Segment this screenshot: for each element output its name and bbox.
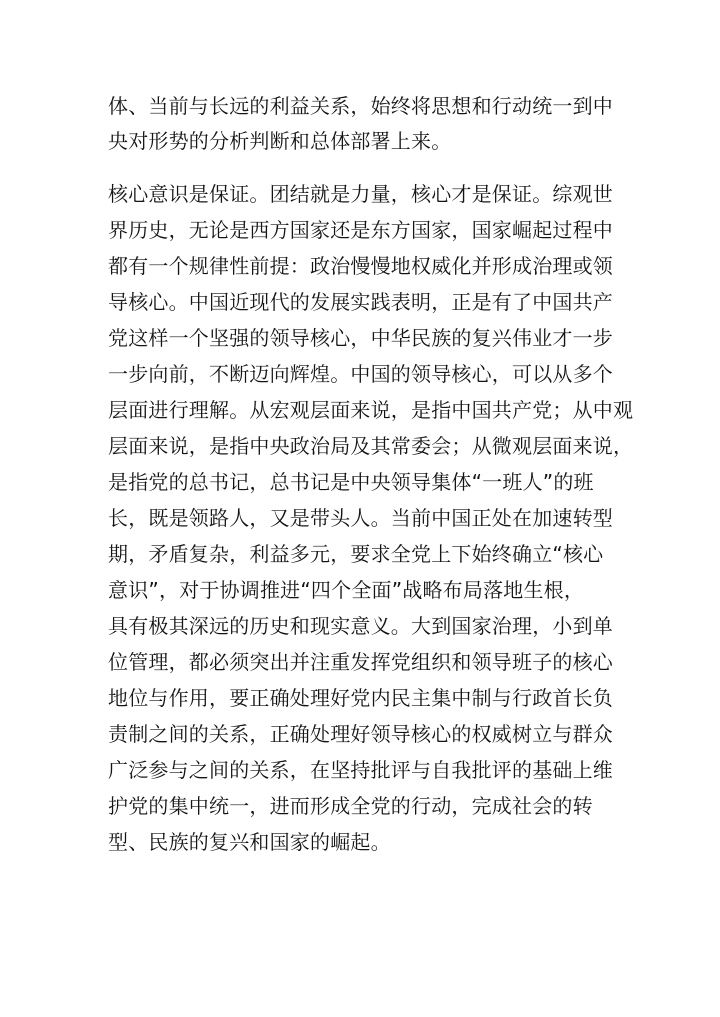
- paragraph-2-line-10: 长，既是领路人，又是带头人。当前中国正处在加速转型: [108, 506, 613, 530]
- paragraph-2-line-19: 型、民族的复兴和国家的崛起。: [108, 830, 391, 854]
- paragraph-1-line-2: 央对形势的分析判断和总体部署上来。: [108, 129, 452, 153]
- paragraph-2-line-9: 是指党的总书记，总书记是中央领导集体“一班人”的班: [108, 470, 594, 494]
- paragraph-2-line-7: 层面进行理解。从宏观层面来说，是指中国共产党；从中观: [108, 398, 634, 422]
- paragraph-2-line-3: 都有一个规律性前提：政治慢慢地权威化并形成治理或领: [108, 254, 613, 278]
- paragraph-2-line-17: 广泛参与之间的关系，在坚持批评与自我批评的基础上维: [108, 758, 613, 782]
- paragraph-2-line-11: 期，矛盾复杂，利益多元，要求全党上下始终确立“核心: [108, 542, 604, 566]
- paragraph-1-line-1: 体、当前与长远的利益关系，始终将思想和行动统一到中: [108, 94, 613, 118]
- paragraph-2-line-1: 核心意识是保证。团结就是力量，核心才是保证。综观世: [108, 182, 613, 206]
- paragraph-2-line-16: 责制之间的关系，正确处理好领导核心的权威树立与群众: [108, 722, 613, 746]
- paragraph-2-line-18: 护党的集中统一，进而形成全党的行动，完成社会的转: [108, 794, 593, 818]
- paragraph-2-line-15: 地位与作用，要正确处理好党内民主集中制与行政首长负: [108, 686, 613, 710]
- paragraph-2-line-14: 位管理，都必须突出并注重发挥党组织和领导班子的核心: [108, 650, 613, 674]
- paragraph-2-line-8: 层面来说，是指中央政治局及其常委会；从微观层面来说，: [108, 434, 634, 458]
- paragraph-2-line-6: 一步向前，不断迈向辉煌。中国的领导核心，可以从多个: [108, 362, 613, 386]
- paragraph-2-line-5: 党这样一个坚强的领导核心，中华民族的复兴伟业才一步: [108, 326, 613, 350]
- paragraph-2-line-12: 意识”，对于协调推进“四个全面”战略布局落地生根，: [108, 578, 585, 602]
- paragraph-2-line-4: 导核心。中国近现代的发展实践表明，正是有了中国共产: [108, 290, 613, 314]
- paragraph-2-line-2: 界历史，无论是西方国家还是东方国家，国家崛起过程中: [108, 218, 613, 242]
- paragraph-2-line-13: 具有极其深远的历史和现实意义。大到国家治理，小到单: [108, 614, 613, 638]
